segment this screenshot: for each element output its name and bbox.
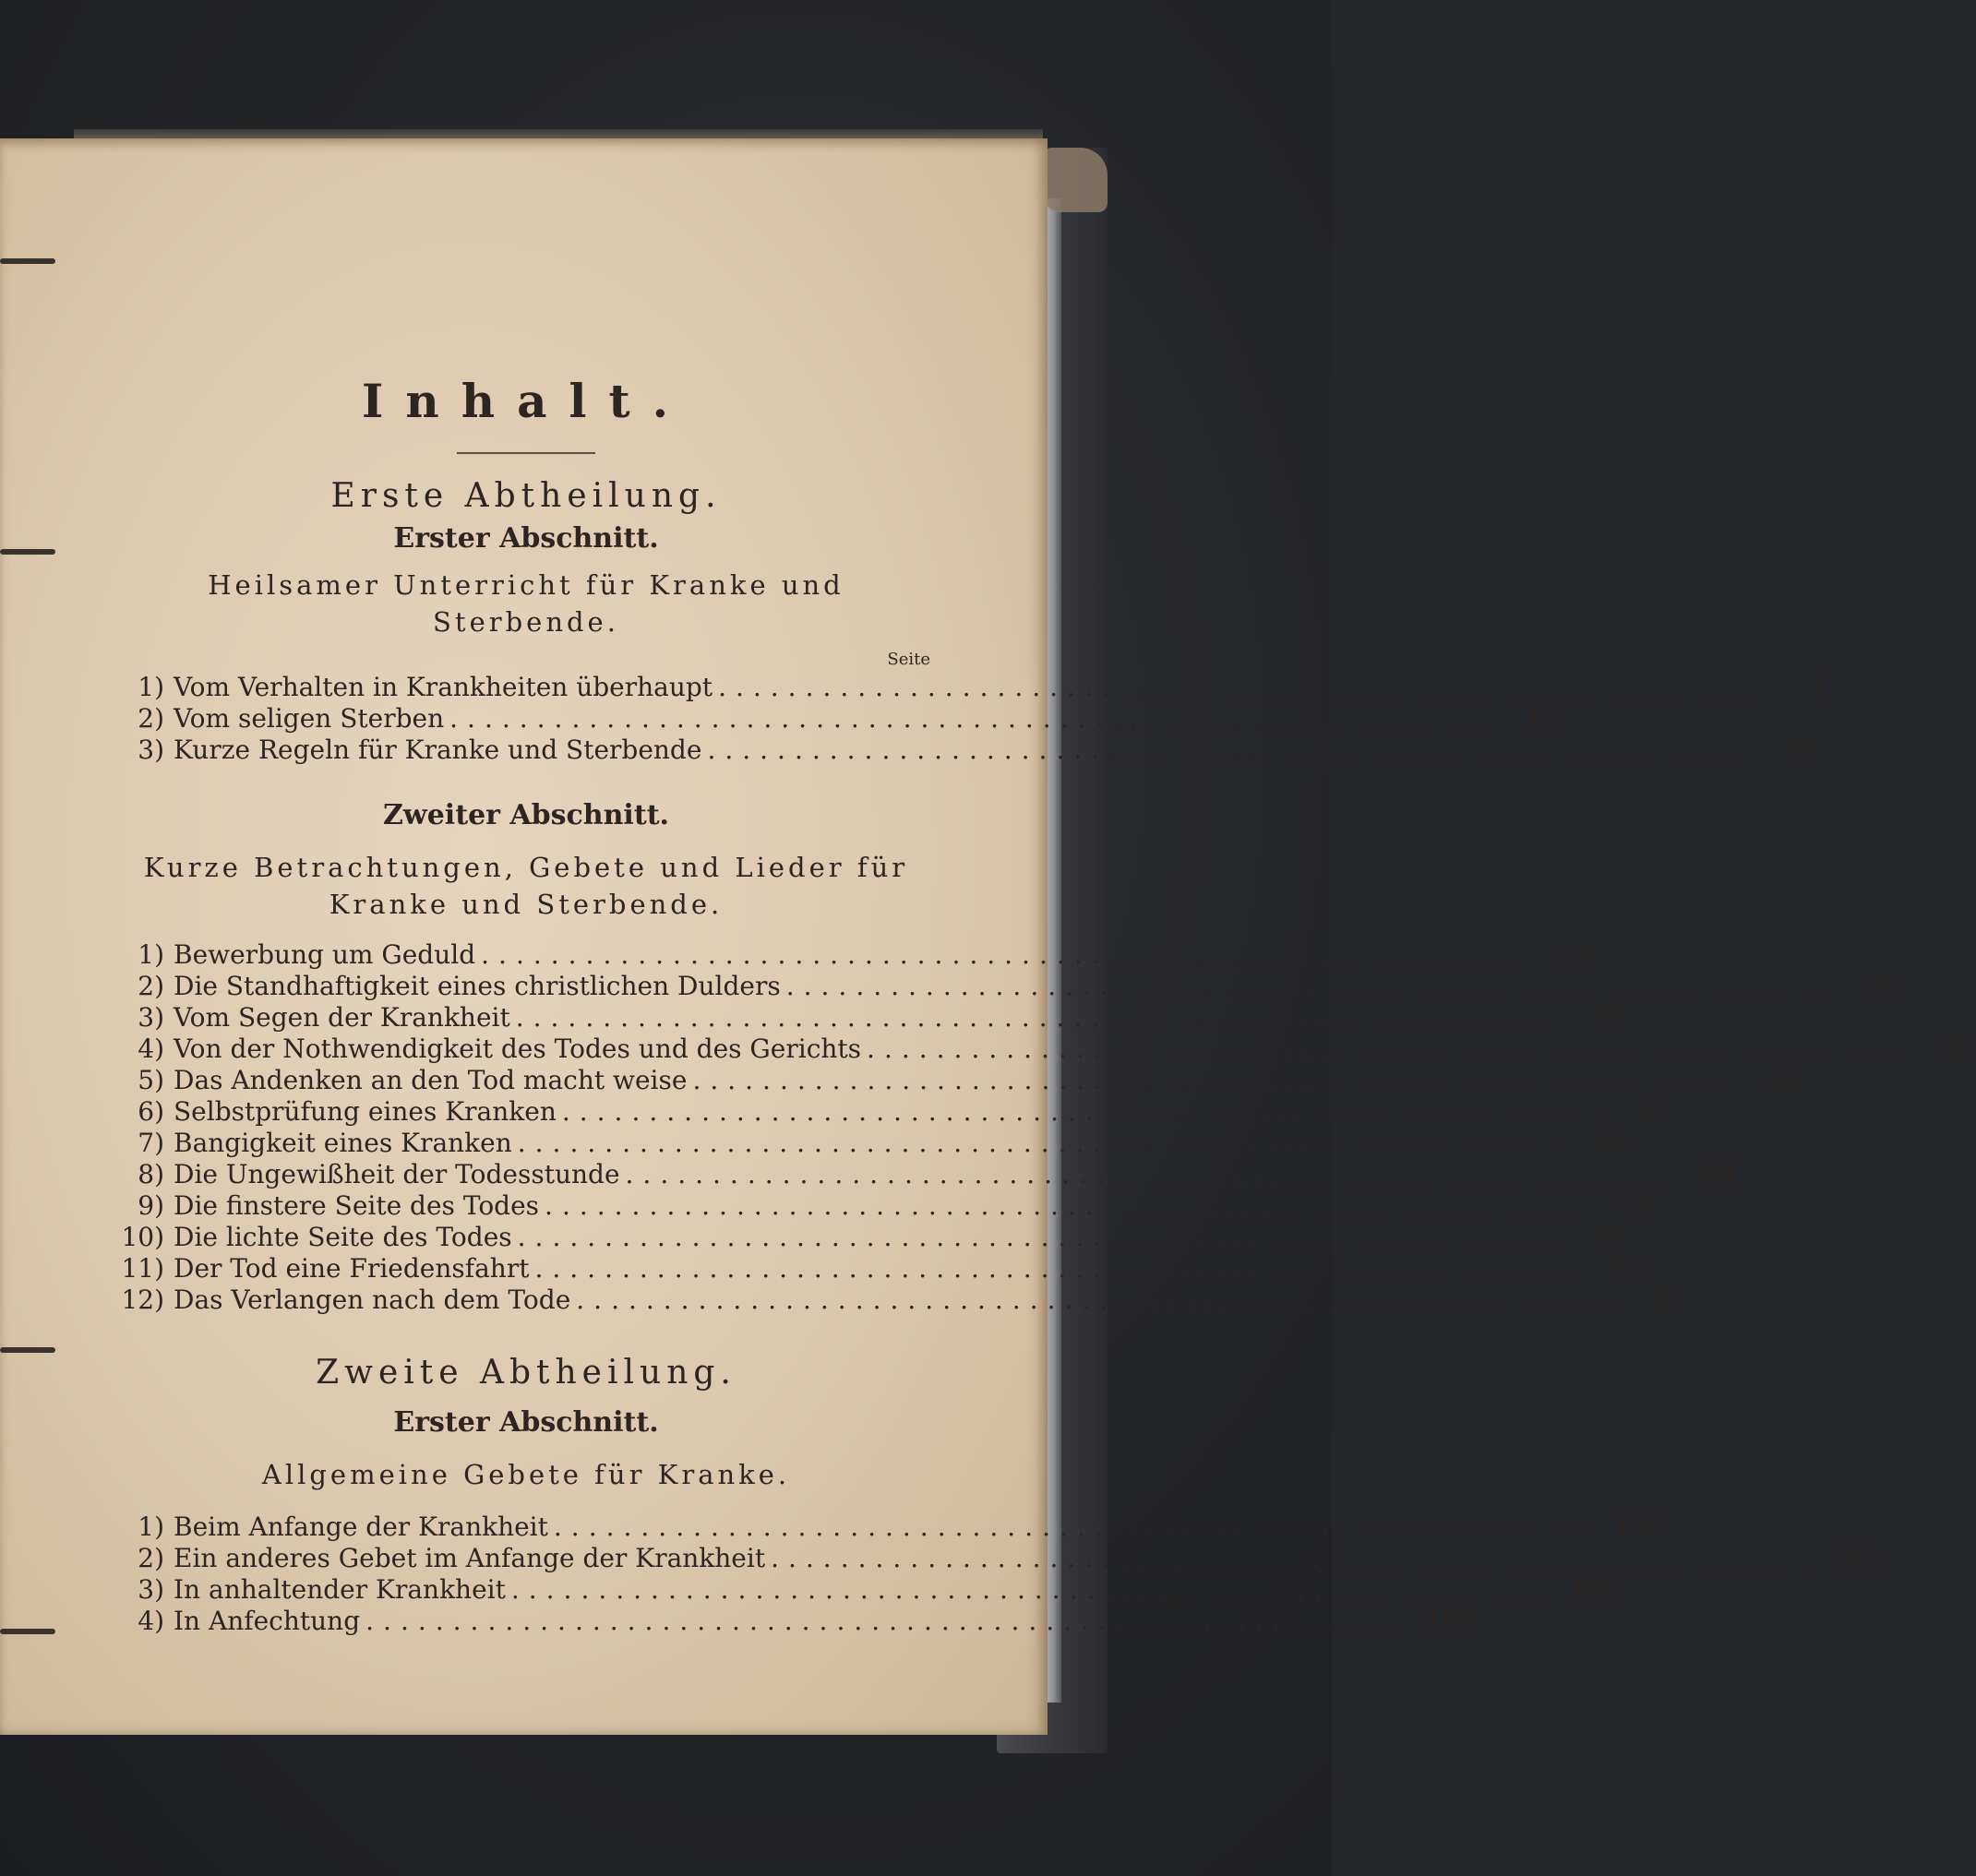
toc-page: 46 [1768,1065,1802,1095]
toc-page: 17 [1783,735,1817,765]
binding-stitch [0,258,55,264]
toc-entry [120,1002,1625,1034]
leader-dots: ............................................................ [545,1190,1592,1221]
toc-title: Die Ungewißheit der Todesstunde [174,1159,620,1189]
toc-entry [120,1034,1976,1065]
toc-number: 3) [138,1574,164,1605]
toc-title: Das Andenken an den Tod macht weise [174,1065,688,1095]
toc-number: 10) [121,1222,164,1252]
toc-number: 6) [138,1096,164,1127]
toc-page: 51 [1638,1096,1671,1127]
toc-number: 1) [138,672,164,702]
toc-page: 40 [1943,1034,1976,1064]
toc-number: 2) [138,703,164,734]
binding-stitch [0,1629,55,1634]
toc-title: Das Verlangen nach dem Tode [174,1285,571,1315]
toc-number: 1) [138,939,164,970]
toc-number: 11) [121,1253,164,1284]
toc-page: 102 [1830,1543,1881,1573]
toc-page: 100 [1613,1512,1663,1542]
section-subtitle: Kurze Betrachtungen, Gebete und Lieder für Kranke und Sterbende. [143,852,909,920]
toc-page: 108 [1425,1606,1476,1636]
toc-title: Die lichte Seite des Todes [174,1222,512,1252]
leader-dots: ............................................................ [625,1159,1672,1189]
toc-entry [120,1543,1881,1574]
toc-entry [120,1574,1621,1606]
toc-list [120,939,1976,1316]
section-title: Zweiter Abschnitt. [383,799,669,831]
toc-entry [120,1128,1627,1159]
toc-entry [120,1222,1627,1253]
leader-dots: ............................................................ [867,1034,1914,1064]
leader-dots: ............................................................ [553,1512,1600,1542]
toc-number: 2) [138,971,164,1001]
toc-page: 1 [1811,672,1828,702]
toc-page: 78 [1594,1222,1627,1252]
section-subtitle: Heilsamer Unterricht für Kranke und Sterbende. [208,569,844,638]
worn-spine-corner [1043,148,1108,212]
leader-dots: ............................................................ [517,1128,1564,1158]
toc-number: 5) [138,1065,164,1095]
part-title: Erste Abtheilung. [330,477,722,515]
table-of-contents [120,369,1976,1637]
leader-dots: ............................................................ [534,1253,1582,1284]
toc-number: 2) [138,1543,164,1573]
leader-dots: ............................................................ [785,971,1833,1001]
toc-title: Von der Nothwendigkeit des Todes und des Gerichts [174,1034,862,1064]
toc-page: 85 [1611,1253,1645,1284]
section-title: Erster Abschnitt. [393,1406,659,1439]
toc-title: Bewerbung um Geduld [174,939,476,970]
toc-entry [120,1065,1802,1096]
toc-page: 33 [1592,1002,1625,1033]
toc-title: Bangigkeit eines Kranken [174,1128,512,1158]
page-title: Inhalt. [362,374,690,428]
toc-title: Vom Segen der Krankheit [174,1002,510,1033]
leader-dots: ............................................................ [515,1002,1563,1033]
toc-entry [120,1253,1645,1285]
toc-list [120,1512,1881,1637]
leader-dots: ............................................................ [692,1065,1740,1095]
binding-stitch [0,1347,55,1353]
toc-entry [120,672,1828,703]
toc-entry [120,703,1560,735]
toc-number: 4) [138,1034,164,1064]
toc-title: Kurze Regeln für Kranke und Sterbende [174,735,702,765]
toc-title: In Anfechtung [174,1606,361,1636]
toc-number: 1) [138,1512,164,1542]
toc-page: 11 [1526,703,1560,734]
toc-entry [120,1512,1663,1543]
section-subtitle: Allgemeine Gebete für Kranke. [261,1459,791,1490]
title-rule [457,452,595,454]
toc-number: 7) [138,1128,164,1158]
leader-dots: ............................................................ [449,703,1497,734]
page-column-label: Seite [887,650,930,669]
leader-dots: ............................................................ [365,1606,1413,1636]
toc-number: 9) [138,1190,164,1221]
leader-dots: ............................................................ [576,1285,1623,1315]
toc-title: Beim Anfange der Krankheit [174,1512,548,1542]
leader-dots: ............................................................ [481,939,1528,970]
toc-number: 3) [138,1002,164,1033]
toc-entry [120,1096,1671,1128]
toc-page: 71 [1621,1190,1655,1221]
toc-entry [120,735,1817,766]
toc-number: 3) [138,735,164,765]
toc-title: Vom seligen Sterben [174,703,445,734]
toc-entry [120,971,1896,1002]
toc-title: Vom Verhalten in Krankheiten überhaupt [174,672,713,702]
toc-page: 23 [1557,939,1591,970]
leader-dots: ............................................................ [718,672,1766,702]
leader-dots: ............................................................ [771,1543,1818,1573]
leader-dots: ............................................................ [561,1096,1609,1127]
binding-stitch [0,549,55,555]
toc-entry [120,1190,1655,1222]
leader-dots: ............................................................ [707,735,1754,765]
toc-entry [120,1285,1686,1316]
section-title: Erster Abschnitt. [393,522,659,555]
toc-number: 12) [121,1285,164,1315]
leader-dots: ............................................................ [510,1574,1558,1605]
toc-entry [120,1606,1476,1637]
toc-page: 28 [1862,971,1896,1001]
leader-dots: ............................................................ [517,1222,1564,1252]
part-title: Zweite Abtheilung. [316,1354,737,1392]
toc-title: Die Standhaftigkeit eines christlichen Dulders [174,971,781,1001]
toc-entry [120,1159,1735,1190]
toc-number: 4) [138,1606,164,1636]
toc-list [120,672,1828,766]
toc-title: Der Tod eine Friedensfahrt [174,1253,530,1284]
toc-title: Die finstere Seite des Todes [174,1190,540,1221]
toc-entry [120,939,1591,971]
toc-title: In anhaltender Krankheit [174,1574,506,1605]
toc-title: Selbstprüfung eines Kranken [174,1096,557,1127]
toc-number: 8) [138,1159,164,1189]
toc-page: 58 [1594,1128,1627,1158]
toc-page: 64 [1701,1159,1735,1189]
toc-title: Ein anderes Gebet im Anfange der Krankheit [174,1543,766,1573]
toc-page: 105 [1571,1574,1621,1605]
toc-page: 92 [1652,1285,1686,1315]
